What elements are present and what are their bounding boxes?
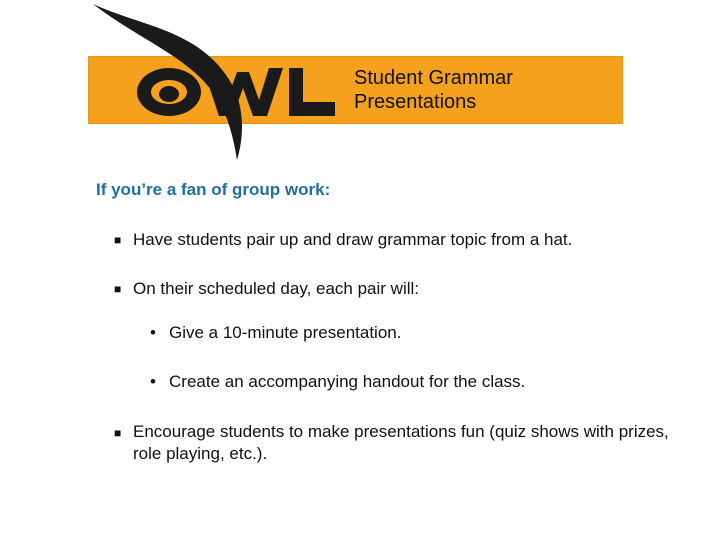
- section-heading: If you’re a fan of group work:: [96, 180, 331, 199]
- round-bullet-icon: •: [150, 323, 156, 342]
- bullet-item: On their scheduled day, each pair will:: [133, 279, 420, 298]
- bullet-item: Have students pair up and draw grammar topic from a hat.: [133, 230, 573, 249]
- square-bullet-icon: ■: [114, 233, 122, 247]
- square-bullet-icon: ■: [114, 282, 122, 296]
- sub-bullet-item: Give a 10-minute presentation.: [169, 323, 402, 342]
- round-bullet-icon: •: [150, 372, 156, 391]
- sub-bullet-item: Create an accompanying handout for the class.: [169, 372, 526, 391]
- bullet-item: Encourage students to make presentations fun (quiz shows with prizes, role playing, etc.).: [133, 422, 669, 463]
- banner-title: Student Grammar Presentations: [354, 67, 513, 113]
- square-bullet-icon: ■: [114, 426, 122, 440]
